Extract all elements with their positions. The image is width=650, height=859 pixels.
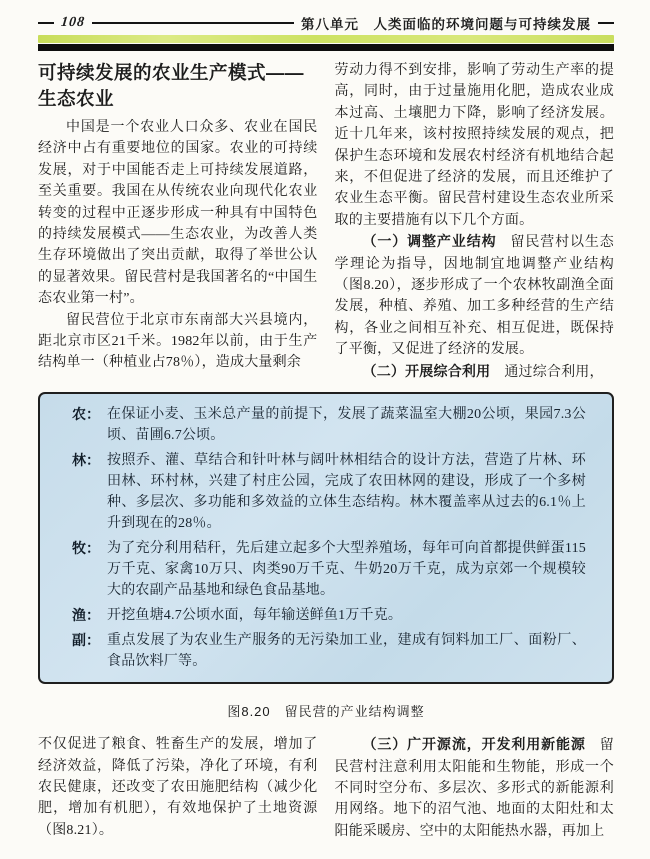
figure-item-text: 重点发展了为农业生产服务的无污染加工业，建成有饲料加工厂、面粉厂、食品饮料厂等。 — [107, 633, 586, 670]
figure-item-label: 牧： — [72, 540, 100, 557]
header-row — [38, 14, 614, 32]
page-header — [38, 14, 614, 51]
figure-item-forestry — [72, 450, 586, 534]
section-3-heading: （三）广开源流，开发利用新能源 — [362, 736, 586, 753]
article-title: 可持续发展的农业生产模式——生态农业 — [38, 62, 305, 109]
figure-item-husbandry — [72, 538, 586, 601]
section-2-paragraph — [335, 361, 615, 383]
header-green-bar — [38, 35, 614, 43]
figure-item-label: 农： — [72, 406, 100, 423]
figure-item-label: 林： — [72, 452, 100, 469]
section-1-body: 留民营村以生态学理论为指导，因地制宜地调整产业结构（图8.20），逐步形成了一个农林牧副渔全面发展，种植、养殖、加工多种经营的生产结构，各业之间相互补充、相互促进，既保持了平衡，又促进了经济的发展。 — [334, 235, 614, 358]
section-3-paragraph — [335, 734, 615, 842]
unit-header: 第八单元 人类面临的环境问题与可持续发展 — [301, 17, 591, 32]
header-rule-middle — [92, 22, 294, 24]
figure-item-text: 按照乔、灌、草结合和针叶林与阔叶林相结合的设计方法，营造了片林、环田林、环村林，兴建了村庄公园，完成了农田林网的建设，形成了一个多树种、多层次、多功能和多效益的立体生态结构。林木覆盖率从过去的6.1％上升到现在的28％。 — [107, 453, 586, 532]
figure-item-label: 副： — [72, 632, 100, 649]
figure-box — [38, 392, 614, 684]
benefits-paragraph: 不仅促进了粮食、牲畜生产的发展，增加了经济效益，降低了污染，净化了环境，有利农民健康，还改变了农田施肥结构（减少化肥，增加有机肥），有效地保护了土地资源（图8.21）。 — [38, 737, 318, 838]
figure-item-sideline — [72, 630, 586, 672]
figure-item-text: 开挖鱼塘4.7公顷水面，每年输送鲜鱼1万千克。 — [107, 608, 403, 624]
section-2-heading: （二）开展综合利用 — [362, 362, 491, 379]
section-2-body: 通过综合利用， — [504, 364, 604, 380]
continuation-paragraph: 劳动力得不到安排，影响了劳动生产率的提高，同时，由于过量施用化肥，造成农业成本过高、土壤肥力下降，影响了经济发展。近十几年来，该村按照持续发展的观点，把保护生态环境和发展农村经济有机地结合起来，不但促进了经济的发展，而且还维护了农业生态平衡。留民营村建设生态农业所采取的主要措施有以下几个方面。 — [334, 63, 614, 228]
figure-item-text: 在保证小麦、玉米总产量的前提下，发展了蔬菜温室大棚20公顷，果园7.3公顷、苗圃6.7公顷。 — [107, 407, 586, 444]
bottom-columns — [38, 734, 614, 842]
left-column-bottom — [38, 734, 318, 842]
figure-item-agriculture — [72, 404, 586, 446]
village-intro-paragraph: 留民营位于北京市东南部大兴县境内，距北京市区21千米。1982年以前，由于生产结构单一（种植业占78％），造成大量剩余 — [38, 312, 318, 371]
page-number: 108 — [60, 15, 86, 30]
intro-paragraph: 中国是一个农业人口众多、农业在国民经济中占有重要地位的国家。农业的可持续发展，对于中国能否走上可持续发展道路，至关重要。我国在从传统农业向现代化农业转变的过程中正逐步形成一种具有中国特色的持续发展模式——生态农业，为改善人类生存环境做出了突出贡献，取得了举世公认的显著效果。留民营村是我国著名的“中国生态农业第一村”。 — [38, 120, 318, 307]
figure-item-label: 渔： — [72, 607, 100, 624]
section-3-body: 留民营村注意利用太阳能和生物能，形成一个不同时空分布、多层次、多形式的新能源利用网络。地下的沼气池、地面的太阳灶和太阳能采暖房、空中的太阳能热水器，再加上 — [334, 738, 614, 839]
figure-item-text: 为了充分利用秸秆，先后建立起多个大型养殖场，每年可向首都提供鲜蛋115万千克、家禽10万只、肉类90万千克、牛奶20万千克，成为京郊一个规模较大的农副产品基地和绿色食品基地。 — [107, 541, 586, 599]
figure-item-fishery — [72, 605, 586, 626]
left-column-top — [38, 60, 318, 383]
header-rule-left — [38, 22, 54, 24]
header-black-bar — [38, 44, 614, 51]
header-rule-right — [598, 22, 614, 24]
figure-caption: 图8.20 留民营的产业结构调整 — [227, 704, 425, 720]
right-column-bottom — [335, 734, 615, 842]
top-columns — [38, 60, 614, 383]
right-column-top — [335, 60, 615, 383]
section-1-paragraph — [335, 231, 615, 360]
section-1-heading: （一）调整产业结构 — [362, 233, 497, 250]
